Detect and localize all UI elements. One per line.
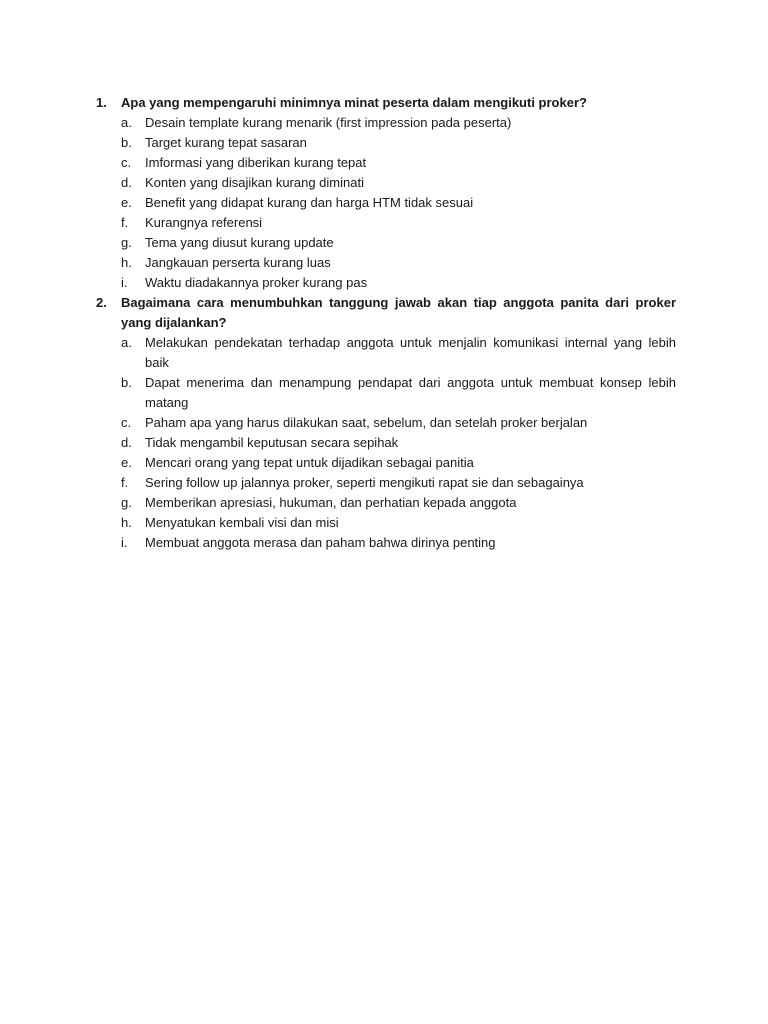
answer-letter: e. bbox=[121, 195, 132, 210]
answer-letter: g. bbox=[121, 495, 132, 510]
answer-letter: h. bbox=[121, 255, 132, 270]
question-number: 2. bbox=[96, 295, 107, 310]
list-item bbox=[121, 133, 676, 153]
answer-letter: a. bbox=[121, 335, 132, 350]
list-item bbox=[121, 153, 676, 173]
answer-letter: i. bbox=[121, 275, 128, 290]
answer-letter: b. bbox=[121, 135, 132, 150]
answer-text: Konten yang disajikan kurang diminati bbox=[145, 175, 364, 190]
answer-letter: a. bbox=[121, 115, 132, 130]
answer-letter: f. bbox=[121, 215, 129, 230]
answer-letter: b. bbox=[121, 375, 132, 390]
answer-text: Benefit yang didapat kurang dan harga HTM tidak sesuai bbox=[145, 195, 474, 210]
answer-list-2 bbox=[96, 333, 676, 553]
answer-text: Desain template kurang menarik (first impression pada peserta) bbox=[145, 115, 512, 130]
question-text: Apa yang mempengaruhi minimnya minat peserta dalam mengikuti proker? bbox=[121, 95, 587, 110]
question-1 bbox=[96, 93, 676, 113]
list-item bbox=[121, 233, 676, 253]
list-item bbox=[121, 373, 676, 413]
list-item bbox=[121, 493, 676, 513]
question-2 bbox=[96, 293, 676, 333]
list-item bbox=[121, 473, 676, 493]
question-list bbox=[96, 93, 676, 553]
answer-text: Menyatukan kembali visi dan misi bbox=[145, 515, 339, 530]
list-item bbox=[121, 533, 676, 553]
answer-letter: d. bbox=[121, 175, 132, 190]
answer-text: Paham apa yang harus dilakukan saat, sebelum, dan setelah proker berjalan bbox=[145, 415, 588, 430]
answer-text: Membuat anggota merasa dan paham bahwa dirinya penting bbox=[145, 535, 496, 550]
list-item bbox=[121, 113, 676, 133]
answer-text: Tidak mengambil keputusan secara sepihak bbox=[145, 435, 399, 450]
answer-letter: e. bbox=[121, 455, 132, 470]
question-number: 1. bbox=[96, 95, 107, 110]
answer-text: Tema yang diusut kurang update bbox=[145, 235, 334, 250]
list-item bbox=[121, 273, 676, 293]
answer-letter: d. bbox=[121, 435, 132, 450]
answer-text: Kurangnya referensi bbox=[145, 215, 263, 230]
answer-letter: c. bbox=[121, 415, 132, 430]
list-item bbox=[121, 213, 676, 233]
list-item bbox=[121, 193, 676, 213]
list-item bbox=[121, 413, 676, 433]
list-item bbox=[121, 253, 676, 273]
answer-text: Sering follow up jalannya proker, seperti mengikuti rapat sie dan sebagainya bbox=[145, 475, 584, 490]
answer-text: Target kurang tepat sasaran bbox=[145, 135, 307, 150]
answer-text: Waktu diadakannya proker kurang pas bbox=[145, 275, 368, 290]
answer-text: Imformasi yang diberikan kurang tepat bbox=[145, 155, 367, 170]
answer-letter: h. bbox=[121, 515, 132, 530]
answer-text: Dapat menerima dan menampung pendapat dari anggota untuk membuat konsep lebih matang bbox=[145, 375, 676, 410]
list-item bbox=[121, 453, 676, 473]
list-item bbox=[121, 513, 676, 533]
answer-text: Mencari orang yang tepat untuk dijadikan sebagai panitia bbox=[145, 455, 474, 470]
answer-list-1 bbox=[96, 113, 676, 293]
list-item bbox=[121, 173, 676, 193]
answer-letter: c. bbox=[121, 155, 132, 170]
answer-letter: g. bbox=[121, 235, 132, 250]
answer-text: Jangkauan perserta kurang luas bbox=[145, 255, 331, 270]
answer-text: Melakukan pendekatan terhadap anggota untuk menjalin komunikasi internal yang lebih baik bbox=[145, 335, 676, 370]
answer-text: Memberikan apresiasi, hukuman, dan perhatian kepada anggota bbox=[145, 495, 517, 510]
list-item bbox=[121, 433, 676, 453]
list-item bbox=[121, 333, 676, 373]
question-text: Bagaimana cara menumbuhkan tanggung jawab akan tiap anggota panita dari proker yang dijalankan? bbox=[121, 295, 676, 330]
answer-letter: f. bbox=[121, 475, 129, 490]
answer-letter: i. bbox=[121, 535, 128, 550]
